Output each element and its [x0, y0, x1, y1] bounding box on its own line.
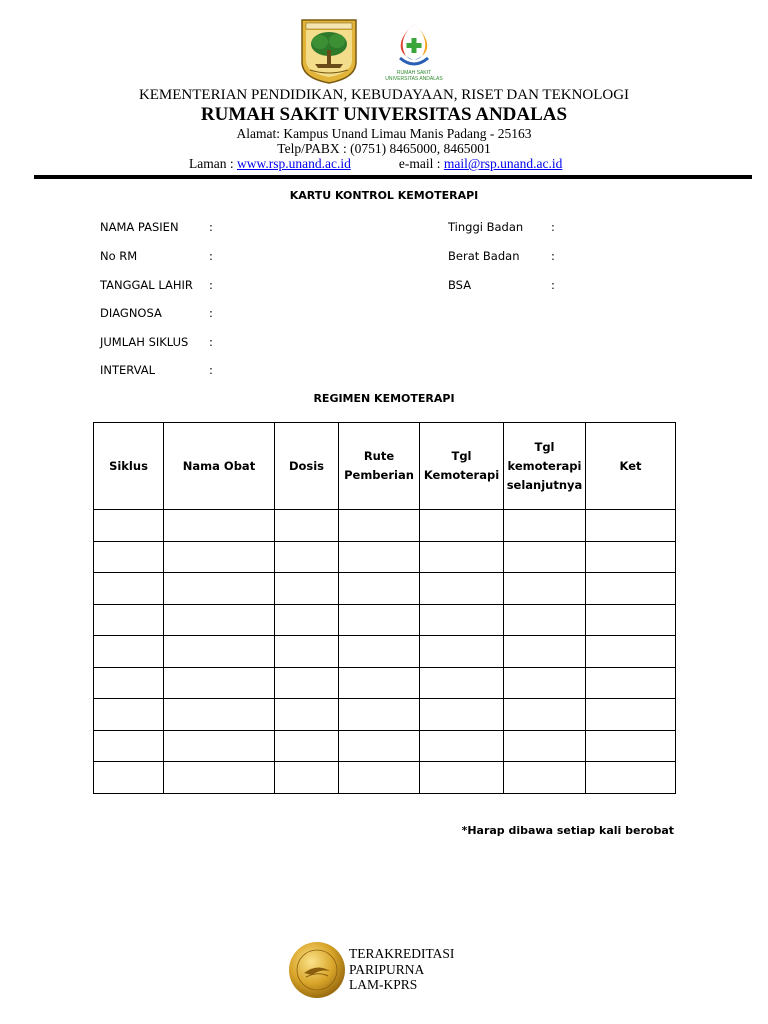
field-colon: :: [209, 249, 213, 263]
table-cell[interactable]: [420, 730, 504, 762]
universitas-andalas-emblem-icon: [300, 18, 358, 84]
accreditation-line: TERAKREDITASI: [349, 946, 455, 961]
footer-note: *Harap dibawa setiap kali berobat: [461, 824, 674, 837]
table-cell[interactable]: [275, 699, 339, 731]
regimen-title: REGIMEN KEMOTERAPI: [313, 392, 455, 405]
table-cell[interactable]: [420, 762, 504, 794]
table-cell[interactable]: [420, 636, 504, 668]
website-link[interactable]: www.rsp.unand.ac.id: [236, 156, 351, 171]
column-header: Rute Pemberian: [339, 423, 420, 510]
table-cell[interactable]: [420, 573, 504, 605]
table-cell[interactable]: [94, 510, 164, 542]
table-row: [94, 730, 676, 762]
phone-line: Telp/PABX : (0751) 8465000, 8465001: [277, 141, 491, 156]
table-cell[interactable]: [94, 573, 164, 605]
table-cell[interactable]: [94, 762, 164, 794]
table-cell[interactable]: [586, 730, 676, 762]
table-cell[interactable]: [164, 573, 275, 605]
table-cell[interactable]: [420, 699, 504, 731]
field-colon: :: [551, 249, 555, 263]
field-bsa: BSA: [448, 278, 472, 292]
table-cell[interactable]: [94, 730, 164, 762]
table-row: [94, 573, 676, 605]
address-line: Alamat: Kampus Unand Limau Manis Padang - 25163: [236, 126, 532, 141]
hospital-name: RUMAH SAKIT UNIVERSITAS ANDALAS: [200, 104, 568, 125]
table-cell[interactable]: [504, 573, 586, 605]
email-label: e-mail :: [398, 156, 444, 171]
column-header: Dosis: [275, 423, 339, 510]
field-tanggal-lahir: TANGGAL LAHIR: [100, 278, 193, 292]
column-header: Siklus: [94, 423, 164, 510]
table-cell[interactable]: [504, 667, 586, 699]
field-nama-pasien: NAMA PASIEN: [100, 220, 179, 234]
logo-row: [0, 18, 768, 86]
field-tinggi-badan: Tinggi Badan: [448, 220, 524, 234]
table-cell[interactable]: [275, 636, 339, 668]
field-interval: INTERVAL: [100, 363, 156, 377]
table-cell[interactable]: [586, 699, 676, 731]
table-cell[interactable]: [504, 541, 586, 573]
field-colon: :: [209, 220, 213, 234]
table-cell[interactable]: [94, 541, 164, 573]
table-cell[interactable]: [164, 604, 275, 636]
column-header: Ket: [586, 423, 676, 510]
table-cell[interactable]: [339, 667, 420, 699]
table-cell[interactable]: [420, 604, 504, 636]
table-cell[interactable]: [586, 667, 676, 699]
table-cell[interactable]: [275, 762, 339, 794]
email-link[interactable]: mail@rsp.unand.ac.id: [443, 156, 563, 171]
ministry-line: KEMENTERIAN PENDIDIKAN, KEBUDAYAAN, RISET DAN TEKNOLOGI: [138, 87, 630, 103]
table-cell[interactable]: [504, 636, 586, 668]
table-cell[interactable]: [339, 699, 420, 731]
table-row: [94, 762, 676, 794]
web-label: Laman :: [189, 156, 237, 171]
table-cell[interactable]: [275, 541, 339, 573]
hospital-logo-text-line-1: RUMAH SAKIT: [396, 70, 432, 76]
table-cell[interactable]: [504, 762, 586, 794]
field-colon: :: [209, 363, 213, 377]
field-no-rm: No RM: [100, 249, 138, 263]
field-jumlah-siklus: JUMLAH SIKLUS: [100, 335, 189, 349]
table-cell[interactable]: [339, 730, 420, 762]
field-colon: :: [209, 306, 213, 320]
table-cell[interactable]: [339, 636, 420, 668]
regimen-table: [93, 422, 676, 794]
table-cell[interactable]: [339, 541, 420, 573]
table-cell[interactable]: [339, 762, 420, 794]
table-cell[interactable]: [504, 730, 586, 762]
table-cell[interactable]: [420, 541, 504, 573]
table-cell[interactable]: [586, 541, 676, 573]
table-row: [94, 541, 676, 573]
table-cell[interactable]: [339, 573, 420, 605]
table-row: [94, 636, 676, 668]
table-cell[interactable]: [504, 604, 586, 636]
table-cell[interactable]: [94, 667, 164, 699]
table-cell[interactable]: [586, 636, 676, 668]
table-cell[interactable]: [94, 604, 164, 636]
table-cell[interactable]: [275, 573, 339, 605]
table-cell[interactable]: [586, 573, 676, 605]
table-cell[interactable]: [164, 636, 275, 668]
field-berat-badan: Berat Badan: [448, 249, 520, 263]
table-cell[interactable]: [586, 510, 676, 542]
table-row: [94, 604, 676, 636]
table-cell[interactable]: [164, 762, 275, 794]
table-cell[interactable]: [339, 604, 420, 636]
form-title: KARTU KONTROL KEMOTERAPI: [289, 189, 479, 202]
table-cell[interactable]: [586, 762, 676, 794]
field-diagnosa: DIAGNOSA: [100, 306, 162, 320]
table-cell[interactable]: [339, 510, 420, 542]
contact-line: [189, 156, 562, 172]
field-colon: :: [209, 335, 213, 349]
accreditation-text: [349, 946, 454, 993]
column-header: Tgl kemoterapi selanjutnya: [504, 423, 586, 510]
table-cell[interactable]: [164, 510, 275, 542]
field-colon: :: [551, 278, 555, 292]
table-cell[interactable]: [420, 667, 504, 699]
table-row: [94, 510, 676, 542]
table-cell[interactable]: [164, 730, 275, 762]
table-cell[interactable]: [164, 667, 275, 699]
table-cell[interactable]: [504, 699, 586, 731]
hospital-logo-text-line-2: UNIVERSITAS ANDALAS: [385, 76, 443, 82]
table-row: [94, 667, 676, 699]
table-header-row: [94, 423, 676, 510]
column-header: Nama Obat: [164, 423, 275, 510]
table-cell[interactable]: [275, 510, 339, 542]
field-colon: :: [551, 220, 555, 234]
rumah-sakit-unand-logo-icon: [376, 20, 452, 86]
table-cell[interactable]: [94, 636, 164, 668]
header-divider: [34, 175, 752, 179]
table-cell[interactable]: [164, 541, 275, 573]
accreditation-line: LAM-KPRS: [349, 977, 418, 992]
table-cell[interactable]: [504, 510, 586, 542]
table-cell[interactable]: [94, 699, 164, 731]
table-cell[interactable]: [275, 604, 339, 636]
table-cell[interactable]: [420, 510, 504, 542]
accreditation-line: PARIPURNA: [349, 961, 425, 977]
table-row: [94, 699, 676, 731]
field-colon: :: [209, 278, 213, 292]
table-cell[interactable]: [164, 699, 275, 731]
table-cell[interactable]: [275, 667, 339, 699]
terakreditasi-seal-icon: [288, 941, 346, 999]
table-cell[interactable]: [275, 730, 339, 762]
table-cell[interactable]: [586, 604, 676, 636]
column-header: Tgl Kemoterapi: [420, 423, 504, 510]
